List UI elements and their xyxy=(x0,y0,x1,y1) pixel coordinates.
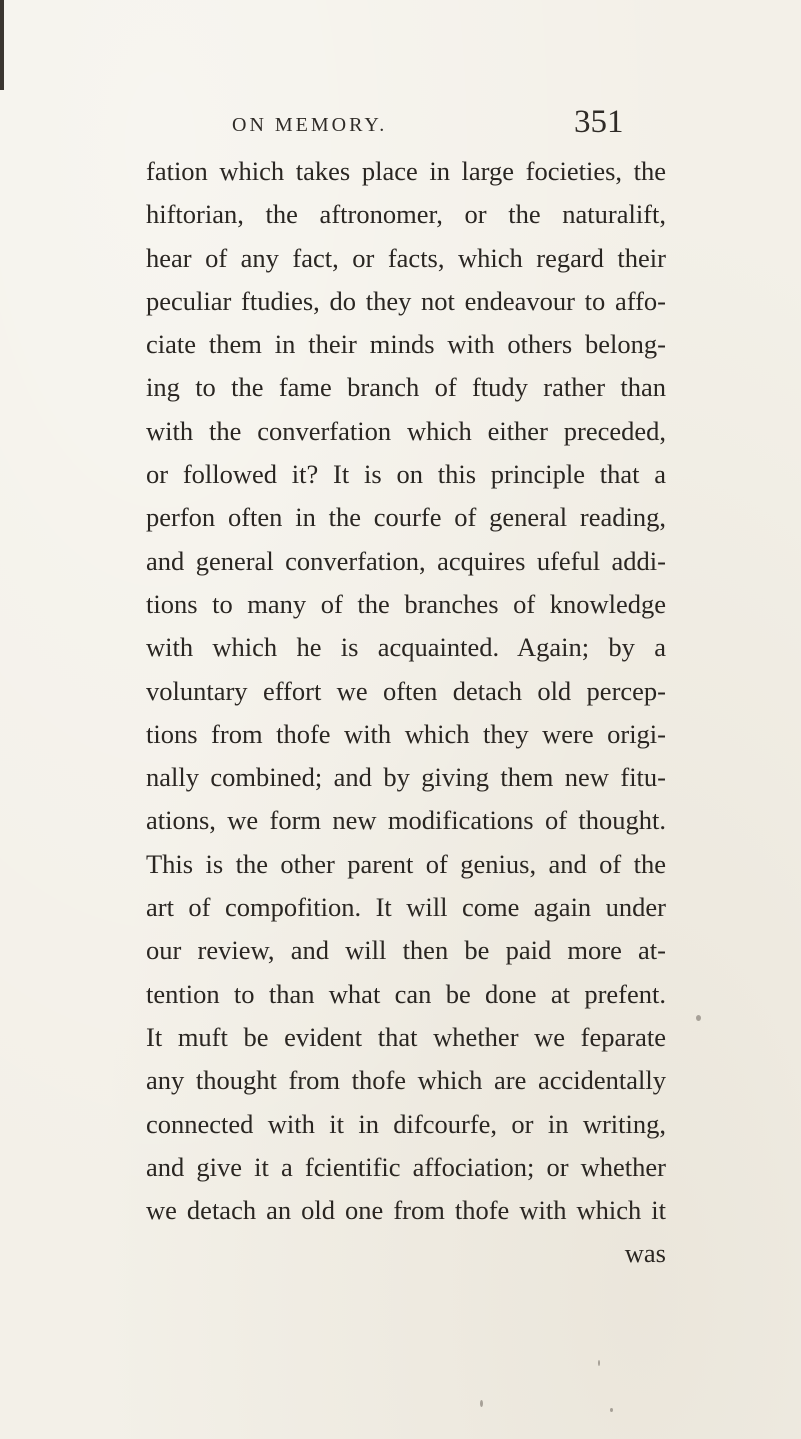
text-line: our review, and will then be paid more at- xyxy=(146,935,666,966)
text-line: tions to many of the branches of knowledge xyxy=(146,588,666,619)
text-line: and give it a fcientific affociation; or whether xyxy=(146,1151,666,1182)
text-line: ciate them in their minds with others belong- xyxy=(146,329,666,360)
paper-speck xyxy=(598,1360,600,1366)
text-line: peculiar ftudies, do they not endeavour to affo- xyxy=(146,285,666,316)
text-line: art of compofition. It will come again under xyxy=(146,892,666,923)
text-line: with the converfation which either preceded, xyxy=(146,415,666,446)
text-line: hear of any fact, or facts, which regard their xyxy=(146,242,666,273)
text-line: tions from thofe with which they were origi- xyxy=(146,718,666,749)
text-line: hiftorian, the aftronomer, or the naturalift, xyxy=(146,199,666,230)
text-line: voluntary effort we often detach old percep- xyxy=(146,675,666,706)
text-line: It muft be evident that whether we feparate xyxy=(146,1021,666,1052)
running-head-title: ON MEMORY. xyxy=(232,114,388,136)
text-line: perfon often in the courfe of general reading, xyxy=(146,502,666,533)
text-line: and general converfation, acquires ufeful addi- xyxy=(146,545,666,576)
text-line: tention to than what can be done at prefent. xyxy=(146,978,666,1009)
running-head xyxy=(0,84,801,140)
page-number: 351 xyxy=(574,104,624,140)
text-line: ing to the fame branch of ftudy rather than xyxy=(146,372,666,403)
paper-speck xyxy=(696,1015,701,1021)
text-line: ations, we form new modifications of thought. xyxy=(146,805,666,836)
text-line: we detach an old one from thofe with which it xyxy=(146,1195,666,1226)
text-line: any thought from thofe which are accidentally xyxy=(146,1065,666,1096)
catchword: was xyxy=(624,1238,666,1269)
text-line: fation which takes place in large focieties, the xyxy=(146,156,666,186)
body-text xyxy=(146,150,666,1276)
paper-speck xyxy=(480,1400,483,1407)
text-line: This is the other parent of genius, and of the xyxy=(146,848,666,879)
text-line: connected with it in difcourfe, or in writing, xyxy=(146,1108,666,1139)
text-line: with which he is acquainted. Again; by a xyxy=(146,632,666,663)
paper-speck xyxy=(610,1408,613,1412)
text-line: nally combined; and by giving them new fitu- xyxy=(146,762,666,793)
text-line: or followed it? It is on this principle that a xyxy=(146,459,666,490)
binding-edge xyxy=(0,0,4,90)
